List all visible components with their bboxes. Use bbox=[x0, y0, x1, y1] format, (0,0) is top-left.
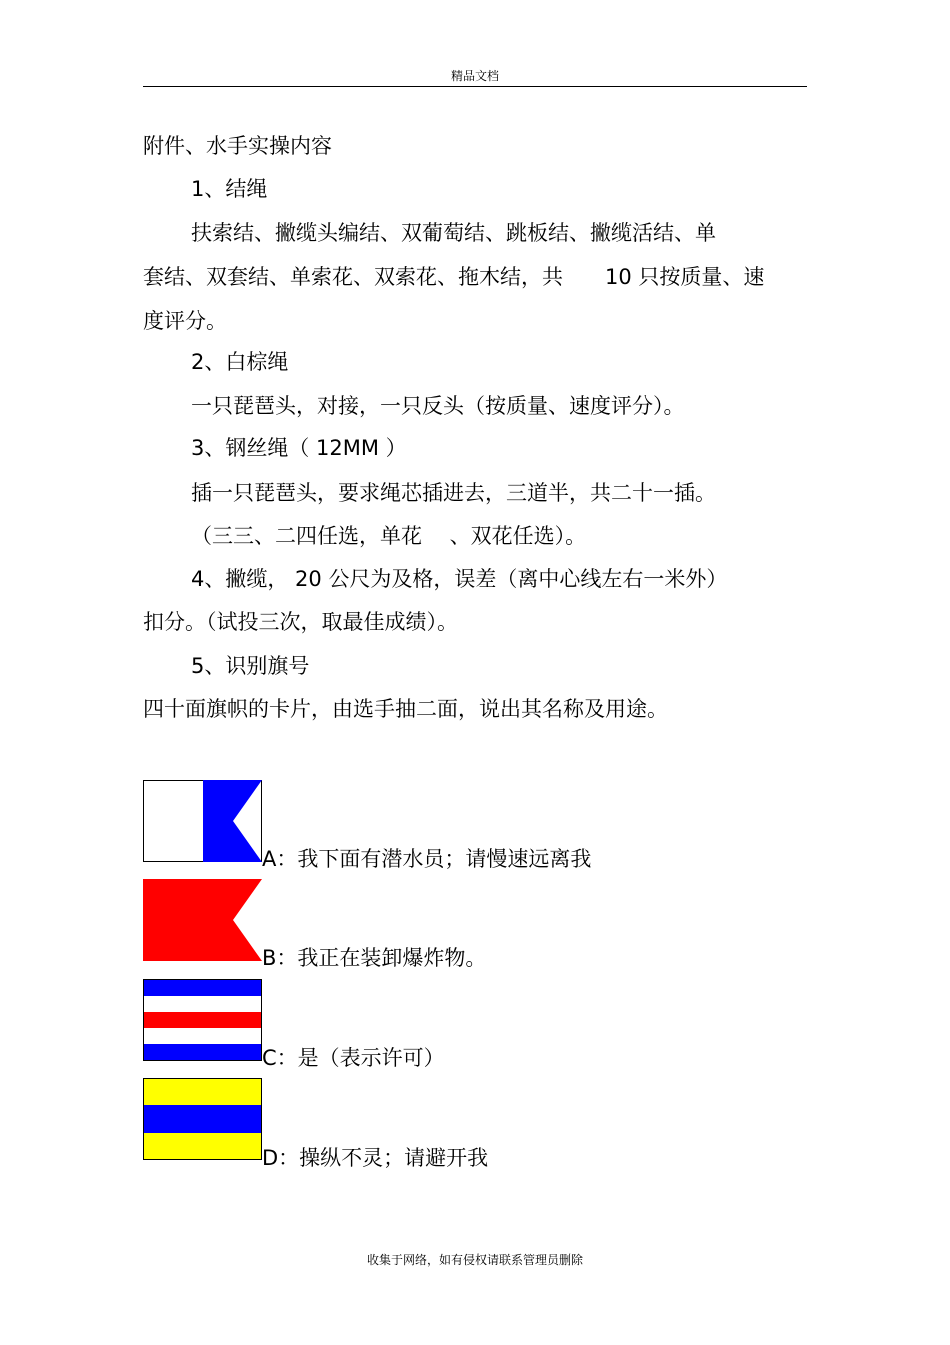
flag-c-stripe-3 bbox=[143, 1012, 262, 1028]
section-3-title: 3、钢丝绳（ 12MM ） bbox=[191, 436, 407, 460]
flag-b-field bbox=[143, 879, 262, 961]
section-1-text-line-3: 度评分。 bbox=[143, 309, 227, 333]
flag-d-stripe-1 bbox=[143, 1078, 262, 1105]
section-2-title: 2、白棕绳 bbox=[191, 350, 289, 374]
section-3-text-line-1: 插一只琵琶头，要求绳芯插进去，三道半，共二十一插。 bbox=[191, 481, 716, 505]
flag-a-caption: A：我下面有潜水员；请慢速远离我 bbox=[262, 847, 592, 871]
flag-d-stripe-2 bbox=[143, 1105, 262, 1133]
section-4-text-line-2: 扣分。（试投三次，取最佳成绩）。 bbox=[143, 610, 458, 634]
flag-c-stripe-4 bbox=[143, 1028, 262, 1044]
flag-c-stripe-5 bbox=[143, 1044, 262, 1061]
page-header: 精品文档 bbox=[450, 69, 499, 83]
flag-b-caption: B：我正在装卸爆炸物。 bbox=[262, 946, 487, 970]
flag-a-image bbox=[143, 780, 262, 862]
header-divider bbox=[143, 86, 807, 87]
section-5-text: 四十面旗帜的卡片，由选手抽二面，说出其名称及用途。 bbox=[143, 697, 668, 721]
flag-c-caption: C：是（表示许可） bbox=[262, 1046, 445, 1070]
flag-d-stripe-3 bbox=[143, 1133, 262, 1160]
section-2-text: 一只琵琶头，对接，一只反头（按质量、速度评分）。 bbox=[191, 394, 685, 418]
flag-c-stripe-2 bbox=[143, 996, 262, 1012]
page-footer: 收集于网络，如有侵权请联系管理员删除 bbox=[366, 1253, 583, 1267]
section-1-title: 1、结绳 bbox=[191, 177, 268, 201]
flag-c-image bbox=[143, 979, 262, 1061]
flag-d-caption: D：操纵不灵；请避开我 bbox=[262, 1146, 489, 1170]
section-4-text-line-1: 4、撇缆， 20 公尺为及格，误差（离中心线左右一米外） bbox=[191, 567, 728, 591]
flag-c-stripe-1 bbox=[143, 979, 262, 996]
section-3-text-line-2: （三三、二四任选，单花 、双花任选）。 bbox=[191, 524, 587, 548]
section-5-title: 5、识别旗号 bbox=[191, 654, 310, 678]
flag-d-image bbox=[143, 1078, 262, 1160]
section-1-text-line-2: 套结、双套结、单索花、双索花、拖木结，共 10 只按质量、速 bbox=[143, 265, 765, 289]
flag-b-image bbox=[143, 879, 262, 961]
section-1-text-line-1: 扶索结、撇缆头编结、双葡萄结、跳板结、撇缆活结、单 bbox=[191, 221, 716, 245]
document-heading: 附件、水手实操内容 bbox=[143, 134, 332, 158]
